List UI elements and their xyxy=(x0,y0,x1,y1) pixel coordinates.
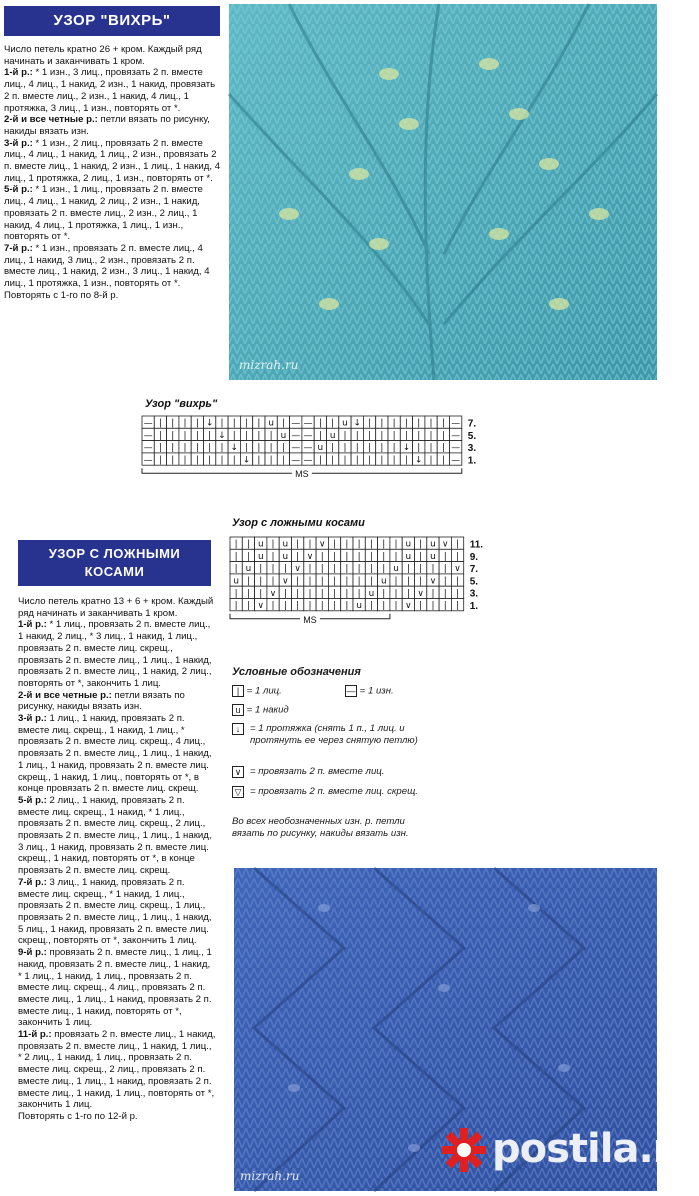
chart1-row-label: 1. xyxy=(467,455,477,467)
chart2-symbol: | xyxy=(456,551,460,562)
chart2-symbol: | xyxy=(320,551,324,562)
chart1-symbol: u xyxy=(268,418,274,429)
chart1-symbol: | xyxy=(281,418,285,429)
chart2-symbol: | xyxy=(357,576,361,587)
chart2-symbol: | xyxy=(308,588,312,599)
chart1-symbol: | xyxy=(380,443,384,454)
chart2-symbol: | xyxy=(394,539,398,550)
chart2-symbol: | xyxy=(234,601,238,612)
chart2-symbol: | xyxy=(394,551,398,562)
chart2-row-label: 5. xyxy=(469,576,479,588)
chart1-symbol: | xyxy=(429,443,433,454)
chart2-symbol: ∨ xyxy=(454,564,461,575)
chart2-symbol: ∨ xyxy=(294,564,301,575)
chart2-symbol: ∨ xyxy=(306,551,314,562)
section1-paragraph: 3-й р.: * 1 изн., 2 лиц., провязать 2 п. вместе лиц., 4 лиц., 1 накид, 1 лиц., 2 изн., провязать 2 п. вместе лиц., 1 накид, 2 изн., 1 лиц., 1 накид, 4 лиц., 1 протяжка, 2 лиц., 1 изн., повторять от *. xyxy=(4,137,221,184)
chart1-row-label: 5. xyxy=(467,430,477,442)
section1-row-label: 1-й р.: xyxy=(4,67,33,79)
chart2-symbol: u xyxy=(430,539,436,550)
chart1-symbol: | xyxy=(368,455,372,466)
chart2-symbol: | xyxy=(296,539,300,550)
legend-purl: — = 1 изн. xyxy=(346,685,394,697)
chart2-symbol: | xyxy=(308,564,312,575)
chart1-symbol: — xyxy=(303,443,313,454)
legend-slip: ↓ = 1 протяжка (снять 1 п., 1 лиц. и протянуть ее через снятую петлю) xyxy=(232,723,422,746)
chart1-symbol: | xyxy=(281,455,285,466)
chart2-symbol: | xyxy=(333,564,337,575)
chart2-symbol: | xyxy=(259,564,263,575)
chart2-symbol: | xyxy=(308,576,312,587)
postila-logo-icon xyxy=(440,1126,488,1174)
chart1-symbol: | xyxy=(158,418,162,429)
chart1-symbol: | xyxy=(220,443,224,454)
chart1-symbol: | xyxy=(392,455,396,466)
chart2-symbol: | xyxy=(345,588,349,599)
chart2-symbol: ∨ xyxy=(319,539,326,550)
chart2-symbol: | xyxy=(246,576,250,587)
legend-k2tog: ∨ = провязать 2 п. вместе лиц. xyxy=(232,766,422,778)
chart1-symbol: — xyxy=(303,455,313,466)
chart2-symbol: | xyxy=(394,588,398,599)
chart2-symbol: | xyxy=(443,601,447,612)
chart2-symbol: | xyxy=(419,539,423,550)
chart2-row-label: 3. xyxy=(469,588,479,600)
chart1-symbol: | xyxy=(417,443,421,454)
section2-paragraph: 1-й р.: * 1 лиц., провязать 2 п. вместе лиц., 1 накид, 2 лиц., * 3 лиц., 1 накид, 1 лиц., провязать 2 п. вместе лиц. скрещ., провязать 2 п. вместе лиц., 1 лиц., 1 накид, провязать 2 п. вместе лиц., 1 накид, 2 лиц., повторять от *, закончить 1 лиц. xyxy=(18,619,212,689)
chart1-symbol: | xyxy=(183,430,187,441)
chart2-symbol: u xyxy=(405,539,412,550)
chart2-symbol: | xyxy=(456,601,460,612)
chart2-symbol: | xyxy=(296,576,300,587)
chart1-symbol: | xyxy=(195,455,199,466)
yarn-over-icon: u xyxy=(232,704,244,716)
chart1-symbol: | xyxy=(171,418,175,429)
chart1-grid xyxy=(140,414,500,500)
chart2-symbol: | xyxy=(320,601,324,612)
chart1-symbol: | xyxy=(355,443,359,454)
chart2-symbol: | xyxy=(333,576,337,587)
chart2-symbol: u xyxy=(245,564,252,575)
section2-title xyxy=(18,540,211,586)
legend-yo: u = 1 накид xyxy=(232,704,289,716)
chart2-symbol: | xyxy=(345,539,349,550)
whirl-knit-image xyxy=(229,4,657,380)
section2-row-label: 9-й р.: xyxy=(18,947,47,959)
chart2-symbol: | xyxy=(234,551,238,562)
chart1-symbol: | xyxy=(355,430,359,441)
chart1-symbol: | xyxy=(269,443,273,454)
chart2-symbol: | xyxy=(345,564,349,575)
chart1-symbol: ↓ xyxy=(230,443,238,454)
chart1-symbol: | xyxy=(318,430,322,441)
chart1-symbol: — xyxy=(143,430,153,441)
chart2-symbol: | xyxy=(369,576,373,587)
chart2-symbol: ∨ xyxy=(429,576,437,587)
chart2-symbol: u xyxy=(257,539,264,550)
legend-k2tog-tbl: ▽ = провязать 2 п. вместе лиц. скрещ. xyxy=(232,786,422,798)
chart1-symbol: | xyxy=(404,455,408,466)
chart2-symbol: | xyxy=(308,601,312,612)
chart2-symbol: | xyxy=(246,588,250,599)
chart1-symbol: | xyxy=(331,443,335,454)
section1-title: УЗОР "ВИХРЬ" xyxy=(4,6,220,36)
chart2-symbol: | xyxy=(333,551,337,562)
chart2-symbol: | xyxy=(296,588,300,599)
chart1-symbol: — xyxy=(143,455,153,466)
chart2-grid xyxy=(228,535,500,653)
chart1-symbol: — xyxy=(291,455,301,466)
chart1-symbol: | xyxy=(208,430,212,441)
chart2-symbol: u xyxy=(233,576,239,587)
chart1-symbol: | xyxy=(257,455,261,466)
chart2-symbol: | xyxy=(296,551,300,562)
chart1-symbol: | xyxy=(331,418,335,429)
chart1-symbol: | xyxy=(171,455,175,466)
chart2-symbol: | xyxy=(246,601,250,612)
chart1-symbol: | xyxy=(158,455,162,466)
chart1-symbol: | xyxy=(392,418,396,429)
chart1-symbol: — xyxy=(291,443,301,454)
chart1-symbol: | xyxy=(232,455,236,466)
section1-paragraph: 5-й р.: * 1 изн., 1 лиц., провязать 2 п. вместе лиц., 4 лиц., 1 накид, 2 лиц., 2 изн., 1 накид, провязать 2 п. вместе лиц., 2 изн., 2 лиц., 1 накид, 4 лиц., 1 протяжка, 1 лиц., 1 изн., повторять от *. xyxy=(4,184,203,243)
chart1-symbol: ↓ xyxy=(353,418,361,429)
chart2-symbol: | xyxy=(382,601,386,612)
photo-whirl-pattern xyxy=(229,4,657,380)
section2-title-line1: УЗОР С ЛОЖНЫМИ xyxy=(48,546,181,561)
section2-row-label: 11-й р.: xyxy=(18,1029,52,1041)
section2-row-label: 3-й р.: xyxy=(18,713,47,725)
chart1-symbol: | xyxy=(343,455,347,466)
chart1-symbol: | xyxy=(380,455,384,466)
chart1-symbol: | xyxy=(245,430,249,441)
legend-knit: | = 1 лиц. xyxy=(232,685,282,697)
chart1-symbol: | xyxy=(245,418,249,429)
chart2-symbol: | xyxy=(382,588,386,599)
chart2-symbol: | xyxy=(283,564,287,575)
chart2-symbol: | xyxy=(431,564,435,575)
purl-icon: — xyxy=(346,686,356,696)
chart2-symbol: | xyxy=(333,539,337,550)
section1-row-label: 3-й р.: xyxy=(4,137,33,149)
chart1-symbol: ↓ xyxy=(415,455,423,466)
chart1-row-label: 3. xyxy=(467,443,477,455)
chart1-symbol: | xyxy=(392,443,396,454)
chart1-repeat-label: MS xyxy=(295,469,309,480)
section2-row-label: 1-й р.: xyxy=(18,619,47,631)
chart1-symbol: — xyxy=(143,418,153,429)
chart2-symbol: | xyxy=(419,576,423,587)
chart2-symbol: | xyxy=(406,564,410,575)
chart2-symbol: | xyxy=(357,539,361,550)
chart2-symbol: | xyxy=(271,576,275,587)
chart1-symbol: | xyxy=(257,443,261,454)
chart2-symbol: u xyxy=(282,539,289,550)
chart1-symbol: | xyxy=(269,455,273,466)
chart1-symbol: | xyxy=(232,418,236,429)
chart1-symbol: ↓ xyxy=(205,418,214,429)
chart2-symbol: u xyxy=(393,564,399,575)
section1-instructions xyxy=(4,44,222,301)
chart2-symbol: | xyxy=(283,588,287,599)
section1-row-label: 5-й р.: xyxy=(4,184,33,196)
chart2-symbol: | xyxy=(320,564,324,575)
chart1-symbol: | xyxy=(171,443,175,454)
chart2-symbol: | xyxy=(406,588,410,599)
chart2-symbol: | xyxy=(271,551,275,562)
chart2-row-label: 1. xyxy=(469,600,479,612)
section2-paragraph: Повторять с 1-го по 12-й р. xyxy=(18,1110,138,1122)
chart2-symbol: | xyxy=(406,576,410,587)
chart2-symbol: | xyxy=(369,601,373,612)
section2-row-label: 5-й р.: xyxy=(18,794,47,806)
slip-decrease-icon: ↓ xyxy=(232,723,244,735)
chart1-symbol: | xyxy=(429,455,433,466)
chart2-symbol: | xyxy=(333,588,337,599)
chart2-row-label: 9. xyxy=(469,551,479,563)
chart2-symbol: | xyxy=(419,601,423,612)
chart2-symbol: | xyxy=(345,551,349,562)
chart2-symbol: | xyxy=(382,539,386,550)
section1-paragraph: 2-й и все четные р.: петли вязать по рисунку, накиды вязать изн. xyxy=(4,114,210,137)
chart2-symbol: | xyxy=(369,551,373,562)
chart1-symbol: — xyxy=(143,443,153,454)
chart2-symbol: u xyxy=(282,551,289,562)
chart1-symbol: | xyxy=(183,418,187,429)
chart1-row-label: 7. xyxy=(467,418,477,430)
chart2-symbol: | xyxy=(419,564,423,575)
chart1-symbol: | xyxy=(429,430,433,441)
chart2-symbol: | xyxy=(357,551,361,562)
chart1-cells xyxy=(142,416,462,465)
k2tog-tbl-icon: ▽ xyxy=(232,786,244,798)
chart2-symbol: | xyxy=(456,539,460,550)
chart2-symbol: | xyxy=(234,564,238,575)
chart1-symbol: — xyxy=(291,430,301,441)
chart2-symbol: | xyxy=(333,601,337,612)
section2-paragraph: 2-й и все четные р.: петли вязать по рисунку, накиды вязать изн. xyxy=(18,689,185,713)
chart1-symbol: — xyxy=(451,430,461,441)
chart1-symbol: u xyxy=(329,430,336,441)
chart1-symbol: | xyxy=(368,443,372,454)
chart1-symbol: | xyxy=(183,443,187,454)
chart1-symbol: u xyxy=(342,418,348,429)
section1-row-label: 2-й и все четные р.: xyxy=(4,114,98,126)
chart1-symbol: — xyxy=(291,418,301,429)
chart1-symbol: | xyxy=(195,430,199,441)
chart2-symbol: | xyxy=(234,588,238,599)
chart1-symbol: ↓ xyxy=(402,443,411,454)
section2-paragraph: Число петель кратно 13 + 6 + кром. Каждый ряд начинать и заканчивать 1 кром. xyxy=(18,596,214,619)
section1-row-label: 7-й р.: xyxy=(4,242,33,254)
chart2-symbol: | xyxy=(320,576,324,587)
chart1-symbol: | xyxy=(417,418,421,429)
chart1-symbol: | xyxy=(208,455,212,466)
section2-paragraph: 11-й р.: провязать 2 п. вместе лиц., 1 накид, провязать 2 п. вместе лиц., 1 накид, 1 лиц., * 2 лиц., 1 накид, 1 лиц., провязать 2 п. вместе лиц. скрещ., 2 лиц., провязать 2 п. вместе лиц., 1 лиц., 1 накид, провязать 2 п. вместе лиц., 1 накид, 1 лиц., повторять от *, закончить 1 лиц. xyxy=(18,1029,216,1111)
chart1-symbol: | xyxy=(220,418,224,429)
chart1-symbol: | xyxy=(257,430,261,441)
chart1-symbol: | xyxy=(158,430,162,441)
chart1-symbol: u xyxy=(280,430,287,441)
chart1-symbol: | xyxy=(417,430,421,441)
chart2-symbol: ∨ xyxy=(442,539,449,550)
chart2-symbol: u xyxy=(356,601,362,612)
chart1-symbol: | xyxy=(368,430,372,441)
chart2-symbol: | xyxy=(456,576,460,587)
section1-paragraph: 7-й р.: * 1 изн., провязать 2 п. вместе лиц., 4 лиц., 1 накид, 3 лиц., 2 изн., провязать 2 п. вместе лиц., 1 накид, 2 изн., 3 лиц., 1 накид, 4 лиц., 1 протяжка, 1 изн., повторять от *. xyxy=(4,242,210,290)
chart1-symbol: ↓ xyxy=(218,430,226,441)
photo1-watermark: mizrah.ru xyxy=(239,358,299,372)
chart1-symbol: — xyxy=(451,443,461,454)
chart2-symbol: | xyxy=(271,539,275,550)
chart2-symbol: | xyxy=(357,564,361,575)
chart2-symbol: | xyxy=(246,551,250,562)
legend-note: Во всех необозначенных изн. р. петли вязать по рисунку, накиды вязать изн. xyxy=(232,816,409,839)
chart1-symbol: | xyxy=(208,443,212,454)
chart2-symbol: | xyxy=(443,551,447,562)
chart2-symbol: ∨ xyxy=(257,601,264,612)
chart2-symbol: | xyxy=(431,588,435,599)
chart1-symbol: | xyxy=(380,430,384,441)
chart2-symbol: | xyxy=(259,588,263,599)
chart2-symbol: u xyxy=(257,551,264,562)
chart1-symbol: | xyxy=(257,418,261,429)
chart1-symbol: — xyxy=(451,418,461,429)
chart2-symbol: | xyxy=(357,588,361,599)
chart1-symbol: | xyxy=(171,430,175,441)
section2-paragraph: 5-й р.: 2 лиц., 1 накид, провязать 2 п. вместе лиц. скрещ., 1 накид, * 1 лиц., провязать 2 п. вместе лиц. скрещ., 2 лиц., провязать 2 п. вместе лиц., 1 лиц., 1 накид, 3 лиц., 1 накид, провязать 2 п. вместе лиц. скрещ., 1 накид, повторять от *, в конце провязать 2 п. вместе лиц. скрещ. xyxy=(18,794,212,877)
chart2-symbol: | xyxy=(456,588,460,599)
chart2-symbol: | xyxy=(345,601,349,612)
chart1-symbol: u xyxy=(317,443,324,454)
chart2-symbol: u xyxy=(368,588,375,599)
knit-icon: | xyxy=(232,685,244,697)
chart2-symbol: | xyxy=(246,539,250,550)
chart2-symbol: | xyxy=(259,576,263,587)
chart2-symbol: | xyxy=(345,576,349,587)
chart2-symbol: | xyxy=(369,539,373,550)
chart1-symbol: | xyxy=(441,455,445,466)
chart1-symbol: | xyxy=(195,443,199,454)
chart1-symbol: | xyxy=(368,418,372,429)
chart2-symbol: u xyxy=(430,551,436,562)
chart1-symbol: | xyxy=(404,418,408,429)
chart2-symbol: | xyxy=(234,539,238,550)
chart2-symbol: | xyxy=(394,601,398,612)
photo2-watermark: mizrah.ru xyxy=(240,1169,300,1183)
chart2-symbol: | xyxy=(296,601,300,612)
chart1-symbol: | xyxy=(281,443,285,454)
chart1-symbol: | xyxy=(158,443,162,454)
chart2-symbol: | xyxy=(320,588,324,599)
chart2-cells xyxy=(230,537,464,611)
chart1-symbol: | xyxy=(318,455,322,466)
chart1-symbol: | xyxy=(183,455,187,466)
chart1-title: Узор "вихрь" xyxy=(145,398,218,410)
chart2-symbol: | xyxy=(283,601,287,612)
chart1-symbol: | xyxy=(392,430,396,441)
section1-paragraph: 1-й р.: * 1 изн., 3 лиц., провязать 2 п. вместе лиц., 4 лиц., 1 накид, 2 изн., 1 накид, провязать 2 п. вместе лиц., 2 изн., 1 накид, 4 лиц., 1 протяжка, 3 лиц., 1 изн., повторять от *. xyxy=(4,67,216,114)
section2-paragraph: 9-й р.: провязать 2 п. вместе лиц., 1 лиц., 1 накид, провязать 2 п. вместе лиц., 1 накид, * 1 лиц., 1 накид, 1 лиц., провязать 2 п. вместе лиц. скрещ., 4 лиц., провязать 2 п. вместе лиц., 1 лиц., 1 накид, провязать 2 п. вместе лиц., 1 накид, повторять от *, закончить 1 лиц. xyxy=(18,947,212,1029)
chart1-symbol: | xyxy=(441,430,445,441)
chart2-symbol: | xyxy=(271,564,275,575)
chart2-symbol: | xyxy=(308,539,312,550)
chart2-symbol: | xyxy=(443,588,447,599)
chart2-symbol: ∨ xyxy=(417,588,424,599)
legend-title: Условные обозначения xyxy=(232,666,361,678)
chart2-row-label: 11. xyxy=(469,539,484,551)
section2-title-line2: КОСАМИ xyxy=(84,564,145,579)
chart1-symbol: | xyxy=(232,430,236,441)
chart1-symbol: | xyxy=(343,430,347,441)
chart1-symbol: | xyxy=(343,443,347,454)
section2-paragraph: 3-й р.: 1 лиц., 1 накид, провязать 2 п. вместе лиц. скрещ., 1 накид, 1 лиц., * провязать 2 п. вместе лиц. скрещ., 4 лиц., провязать 2 п. вместе лиц., 1 лиц., 1 накид, 1 лиц., 1 накид, провязать 2 п. вместе лиц. скрещ., 1 накид, 1 лиц., повторять от *, в конце провязать 2 п. вместе лиц. скрещ. xyxy=(18,713,212,795)
k2tog-icon: ∨ xyxy=(232,766,244,778)
chart1-symbol: | xyxy=(380,418,384,429)
chart1-symbol: | xyxy=(269,430,273,441)
chart2-symbol: | xyxy=(443,564,447,575)
section1-paragraph: Повторять с 1-го по 8-й р. xyxy=(4,289,119,301)
chart2-symbol: ∨ xyxy=(405,601,412,612)
chart1-symbol: — xyxy=(451,455,461,466)
chart1-symbol: ↓ xyxy=(242,455,251,466)
chart2-symbol: | xyxy=(382,551,386,562)
chart2-symbol: | xyxy=(394,576,398,587)
chart1-symbol: | xyxy=(441,418,445,429)
chart1-symbol: | xyxy=(331,455,335,466)
chart2-symbol: ∨ xyxy=(282,576,289,587)
chart2-symbol: ∨ xyxy=(269,588,277,599)
chart1-symbol: | xyxy=(195,418,199,429)
chart2-symbol: u xyxy=(380,576,387,587)
chart1-symbol: | xyxy=(245,443,249,454)
section2-paragraph: 7-й р.: 3 лиц., 1 накид, провязать 2 п. вместе лиц. скрещ., * 1 накид, 1 лиц., провязать 2 п. вместе лиц. скрещ., 1 лиц., провязать 2 п. вместе лиц., 1 лиц., 1 накид, 5 лиц., 1 накид, провязать 2 п. вместе лиц. скрещ., повторять от *, закончить 1 лиц. xyxy=(18,876,212,947)
section1-paragraph: Число петель кратно 26 + кром. Каждый ряд начинать и заканчивать 1 кром. xyxy=(4,44,202,67)
chart2-symbol: | xyxy=(419,551,423,562)
chart2-title: Узор с ложными косами xyxy=(232,517,365,529)
chart2-row-label: 7. xyxy=(469,564,479,576)
chart1-symbol: — xyxy=(303,418,313,429)
chart2-symbol: | xyxy=(271,601,275,612)
chart1-symbol: | xyxy=(355,455,359,466)
chart1-symbol: | xyxy=(404,430,408,441)
chart2-symbol: | xyxy=(369,564,373,575)
chart2-symbol: | xyxy=(382,564,386,575)
postila-brand[interactable]: postila.ru xyxy=(492,1126,699,1172)
section2-row-label: 2-й и все четные р.: xyxy=(18,689,112,701)
chart1-symbol: | xyxy=(318,418,322,429)
chart2-repeat-label: MS xyxy=(303,614,317,625)
chart2-symbol: u xyxy=(405,551,412,562)
chart1-symbol: | xyxy=(220,455,224,466)
section2-instructions xyxy=(18,596,216,1123)
chart1-symbol: | xyxy=(441,443,445,454)
chart1-symbol: | xyxy=(429,418,433,429)
chart2-symbol: | xyxy=(443,576,447,587)
chart2-symbol: | xyxy=(431,601,435,612)
section2-row-label: 7-й р.: xyxy=(18,876,47,888)
chart1-symbol: — xyxy=(303,430,313,441)
